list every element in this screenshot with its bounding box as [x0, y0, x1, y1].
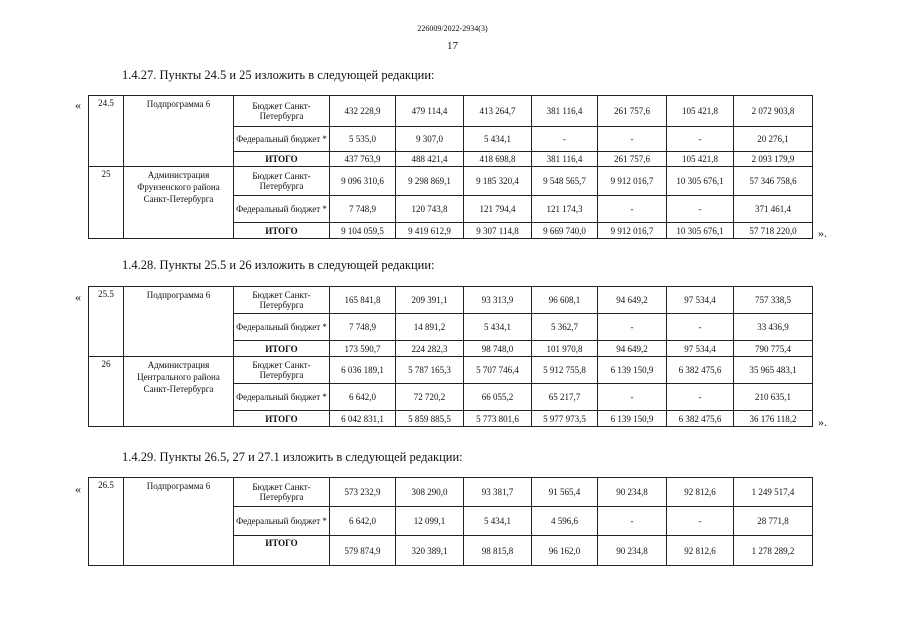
value-cell: 94 649,2 — [598, 341, 667, 357]
value-cell: 96 608,1 — [532, 287, 598, 314]
value-cell: - — [667, 314, 734, 341]
close-quote: ». — [818, 415, 827, 429]
value-cell: - — [598, 314, 667, 341]
value-cell: 320 389,1 — [396, 536, 464, 566]
value-cell: 432 228,9 — [330, 96, 396, 127]
value-cell: 9 912 016,7 — [598, 223, 667, 239]
total-cell: 2 072 903,8 — [734, 96, 813, 127]
value-cell: 9 419 612,9 — [396, 223, 464, 239]
value-cell: - — [532, 127, 598, 152]
value-cell: 7 748,9 — [330, 196, 396, 223]
value-cell: - — [598, 384, 667, 411]
row-number: 26.5 — [89, 478, 124, 566]
value-cell: 98 748,0 — [464, 341, 532, 357]
value-cell: 9 298 869,1 — [396, 167, 464, 196]
value-cell: 413 264,7 — [464, 96, 532, 127]
value-cell: 9 307,0 — [396, 127, 464, 152]
budget-type: Бюджет Санкт-Петербурга — [234, 96, 330, 127]
value-cell: 173 590,7 — [330, 341, 396, 357]
value-cell: 9 185 320,4 — [464, 167, 532, 196]
value-cell: 92 812,6 — [667, 478, 734, 507]
value-cell: 96 162,0 — [532, 536, 598, 566]
value-cell: 97 534,4 — [667, 341, 734, 357]
budget-type: Федеральный бюджет * — [234, 384, 330, 411]
table-row — [89, 96, 813, 127]
value-cell: 5 535,0 — [330, 127, 396, 152]
value-cell: 381 116,4 — [532, 152, 598, 167]
value-cell: 5 434,1 — [464, 314, 532, 341]
budget-table-1-4-27 — [88, 95, 813, 239]
page-number: 17 — [447, 40, 458, 52]
value-cell: 93 381,7 — [464, 478, 532, 507]
budget-type-total: ИТОГО — [234, 536, 330, 566]
value-cell: 92 812,6 — [667, 536, 734, 566]
value-cell: 5 859 885,5 — [396, 411, 464, 427]
value-cell: 97 534,4 — [667, 287, 734, 314]
total-cell: 371 461,4 — [734, 196, 813, 223]
value-cell: 120 743,8 — [396, 196, 464, 223]
total-cell: 28 771,8 — [734, 507, 813, 536]
program-name: Администрация Фрунзенского района Санкт-Петербурга — [124, 167, 234, 239]
value-cell: 5 434,1 — [464, 127, 532, 152]
budget-table-1-4-29 — [88, 477, 813, 566]
value-cell: 6 642,0 — [330, 384, 396, 411]
total-cell: 57 346 758,6 — [734, 167, 813, 196]
value-cell: 308 290,0 — [396, 478, 464, 507]
value-cell: 437 763,9 — [330, 152, 396, 167]
total-cell: 790 775,4 — [734, 341, 813, 357]
row-number: 25 — [89, 167, 124, 239]
value-cell: 12 099,1 — [396, 507, 464, 536]
budget-type: Бюджет Санкт-Петербурга — [234, 287, 330, 314]
open-quote: « — [75, 482, 81, 496]
budget-type: Федеральный бюджет * — [234, 314, 330, 341]
value-cell: 209 391,1 — [396, 287, 464, 314]
budget-type-total: ИТОГО — [234, 223, 330, 239]
program-name: Администрация Центрального района Санкт-Петербурга — [124, 357, 234, 427]
value-cell: 105 421,8 — [667, 152, 734, 167]
program-name: Подпрограмма 6 — [124, 478, 234, 566]
total-cell: 1 249 517,4 — [734, 478, 813, 507]
value-cell: 261 757,6 — [598, 152, 667, 167]
value-cell: 10 305 676,1 — [667, 223, 734, 239]
section-heading-1-4-27: 1.4.27. Пункты 24.5 и 25 изложить в следующей редакции: — [122, 68, 435, 82]
value-cell: 5 773 801,6 — [464, 411, 532, 427]
budget-type: Федеральный бюджет * — [234, 196, 330, 223]
value-cell: 94 649,2 — [598, 287, 667, 314]
value-cell: 5 977 973,5 — [532, 411, 598, 427]
open-quote: « — [75, 98, 81, 112]
budget-type: Бюджет Санкт-Петербурга — [234, 167, 330, 196]
value-cell: - — [598, 507, 667, 536]
value-cell: 93 313,9 — [464, 287, 532, 314]
value-cell: 72 720,2 — [396, 384, 464, 411]
value-cell: 121 794,4 — [464, 196, 532, 223]
close-quote: ». — [818, 226, 827, 240]
value-cell: 65 217,7 — [532, 384, 598, 411]
value-cell: 66 055,2 — [464, 384, 532, 411]
budget-type-total: ИТОГО — [234, 341, 330, 357]
value-cell: 573 232,9 — [330, 478, 396, 507]
value-cell: 579 874,9 — [330, 536, 396, 566]
total-cell: 36 176 118,2 — [734, 411, 813, 427]
value-cell: 6 139 150,9 — [598, 411, 667, 427]
section-heading-1-4-28: 1.4.28. Пункты 25.5 и 26 изложить в следующей редакции: — [122, 258, 435, 272]
value-cell: 261 757,6 — [598, 96, 667, 127]
total-cell: 1 278 289,2 — [734, 536, 813, 566]
value-cell: 6 036 189,1 — [330, 357, 396, 384]
value-cell: 6 042 831,1 — [330, 411, 396, 427]
table-row — [89, 478, 813, 507]
value-cell: 5 912 755,8 — [532, 357, 598, 384]
value-cell: - — [598, 196, 667, 223]
total-cell: 210 635,1 — [734, 384, 813, 411]
total-cell: 33 436,9 — [734, 314, 813, 341]
value-cell: - — [598, 127, 667, 152]
value-cell: 6 642,0 — [330, 507, 396, 536]
value-cell: 10 305 676,1 — [667, 167, 734, 196]
value-cell: 98 815,8 — [464, 536, 532, 566]
value-cell: 6 382 475,6 — [667, 357, 734, 384]
value-cell: 91 565,4 — [532, 478, 598, 507]
value-cell: 14 891,2 — [396, 314, 464, 341]
value-cell: 165 841,8 — [330, 287, 396, 314]
budget-type: Федеральный бюджет * — [234, 127, 330, 152]
value-cell: 9 912 016,7 — [598, 167, 667, 196]
value-cell: - — [667, 384, 734, 411]
value-cell: 488 421,4 — [396, 152, 464, 167]
table-row — [89, 167, 813, 196]
value-cell: 101 970,8 — [532, 341, 598, 357]
total-cell: 20 276,1 — [734, 127, 813, 152]
document-id: 226009/2022-2934(3) — [417, 24, 488, 33]
total-cell: 57 718 220,0 — [734, 223, 813, 239]
open-quote: « — [75, 290, 81, 304]
value-cell: 9 096 310,6 — [330, 167, 396, 196]
table-row — [89, 287, 813, 314]
budget-type: Бюджет Санкт-Петербурга — [234, 357, 330, 384]
budget-type: Бюджет Санкт-Петербурга — [234, 478, 330, 507]
value-cell: 381 116,4 — [532, 96, 598, 127]
budget-table-1-4-28 — [88, 286, 813, 427]
budget-type-total: ИТОГО — [234, 152, 330, 167]
row-number: 24.5 — [89, 96, 124, 167]
value-cell: - — [667, 196, 734, 223]
value-cell: 90 234,8 — [598, 536, 667, 566]
value-cell: 9 669 740,0 — [532, 223, 598, 239]
value-cell: 418 698,8 — [464, 152, 532, 167]
value-cell: 7 748,9 — [330, 314, 396, 341]
row-number: 26 — [89, 357, 124, 427]
value-cell: 9 104 059,5 — [330, 223, 396, 239]
section-heading-1-4-29: 1.4.29. Пункты 26.5, 27 и 27.1 изложить в следующей редакции: — [122, 450, 463, 464]
total-cell: 2 093 179,9 — [734, 152, 813, 167]
value-cell: 9 307 114,8 — [464, 223, 532, 239]
total-cell: 757 338,5 — [734, 287, 813, 314]
budget-type-total: ИТОГО — [234, 411, 330, 427]
budget-type: Федеральный бюджет * — [234, 507, 330, 536]
value-cell: 5 434,1 — [464, 507, 532, 536]
total-cell: 35 965 483,1 — [734, 357, 813, 384]
program-name: Подпрограмма 6 — [124, 96, 234, 167]
value-cell: 6 139 150,9 — [598, 357, 667, 384]
value-cell: 5 787 165,3 — [396, 357, 464, 384]
value-cell: 479 114,4 — [396, 96, 464, 127]
program-name: Подпрограмма 6 — [124, 287, 234, 357]
value-cell: 121 174,3 — [532, 196, 598, 223]
value-cell: 5 362,7 — [532, 314, 598, 341]
value-cell: 4 596,6 — [532, 507, 598, 536]
row-number: 25.5 — [89, 287, 124, 357]
value-cell: 6 382 475,6 — [667, 411, 734, 427]
value-cell: 90 234,8 — [598, 478, 667, 507]
value-cell: 5 707 746,4 — [464, 357, 532, 384]
value-cell: 105 421,8 — [667, 96, 734, 127]
value-cell: - — [667, 507, 734, 536]
value-cell: 9 548 565,7 — [532, 167, 598, 196]
table-row — [89, 357, 813, 384]
value-cell: 224 282,3 — [396, 341, 464, 357]
value-cell: - — [667, 127, 734, 152]
